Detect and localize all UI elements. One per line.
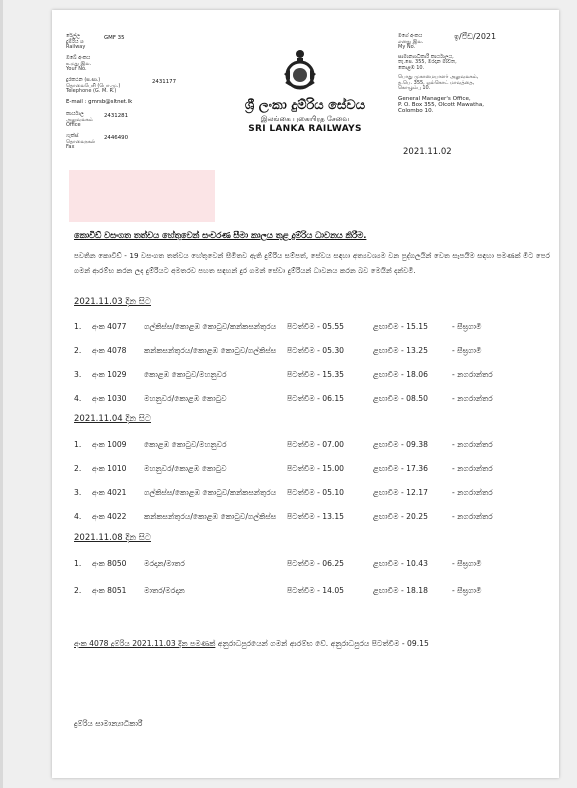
departure-time: පිටත්වීම - 07.00: [287, 440, 344, 449]
email-address: E-mail : gmrsb@sltnet.lk: [66, 99, 133, 105]
note-text: අනුරාධපුරයෙන් ගමන් ආරම්භ වේ. අනුරාධපුරය පිටත්වීම - 09.15: [215, 639, 429, 648]
arrival-time: ළඟාවීම - 18.18: [373, 586, 428, 595]
letterhead-value: 2431281: [104, 113, 129, 119]
document-page: [52, 10, 559, 778]
letterhead-value: 2446490: [104, 135, 129, 141]
reference-number: ඉ/ඵීඩ/2021: [454, 32, 497, 41]
train-route: මාතර/මරදාන: [144, 586, 185, 595]
letter-paragraph: පවතින කොවිඩ් - 19 වසංගත තත්වය හේතුවෙන් සීමිතව ඇති දුම්රිය සම්පත්, සේවය සඳහා අත්‍යවශ්‍යම වන පුද්ගලයින් වෙත සැපයීම සඳහා පමණක් මීට පෙර ගමන් ආරම්භ කරන ලද දුම්රියට අමතරව පහත සඳහන් දුර ගමන් සේවා දුම්රියන් ධාවනය කරන බව මෙයින් දන්වමි.: [74, 251, 550, 275]
train-number: අංක 4077: [92, 322, 127, 331]
train-route: කන්කසන්තුරය/කොළඹ කොටුව/ගල්කිස්ස: [144, 346, 277, 355]
departure-time: පිටත්වීම - 14.05: [287, 586, 344, 595]
train-number: අංක 1009: [92, 440, 127, 449]
train-number: අංක 1030: [92, 394, 127, 403]
row-number: 3.: [74, 370, 82, 379]
train-type: - නගරාන්තර: [452, 394, 493, 403]
arrival-time: ළඟාවීම - 09.38: [373, 440, 428, 449]
my-no-label: මගේ අංකය எனது இல. My No.: [398, 33, 424, 50]
train-type: - සීඝ්‍රගාමී: [452, 322, 482, 331]
train-type: - නගරාන්තර: [452, 512, 493, 521]
departure-time: පිටත්වීම - 05.55: [287, 322, 344, 331]
viewer-edge: [0, 0, 3, 788]
arrival-time: ළඟාවීම - 10.43: [373, 559, 428, 568]
row-number: 3.: [74, 488, 82, 497]
arrival-time: ළඟාවීම - 17.36: [373, 464, 428, 473]
section-date: 2021.11.04 දින සිට: [74, 414, 151, 424]
departure-time: පිටත්වීම - 05.30: [287, 346, 344, 355]
arrival-time: ළඟාවීම - 08.50: [373, 394, 428, 403]
train-route: මහනුවර/කොළඹ කොටුව: [144, 464, 227, 473]
letter-date: 2021.11.02: [403, 147, 452, 157]
train-type: - සීඝ්‍රගාමී: [452, 346, 482, 355]
train-route: මරදාන/මාතර: [144, 559, 185, 568]
letterhead-row-railway: [66, 34, 256, 56]
letterhead-row-fax: [66, 134, 256, 156]
departure-time: පිටත්වීම - 15.35: [287, 370, 344, 379]
train-route: කොළඹ කොටුව/මහනුවර: [144, 370, 227, 379]
row-number: 2.: [74, 464, 82, 473]
letterhead-value: GMF 35: [104, 35, 125, 41]
train-route: කන්කසන්තුරය/කොළඹ කොටුව/ගල්කිස්ස: [144, 512, 277, 521]
train-route: ගල්කිස්ස/කොළඹ කොටුව/කන්කසන්තුරය: [144, 322, 277, 331]
train-type: - නගරාන්තර: [452, 370, 493, 379]
letterhead-title-tamil: இலங்கை புகையிரத சேவை: [260, 115, 350, 123]
railway-crest-icon: [280, 44, 320, 94]
row-number: 2.: [74, 346, 82, 355]
train-route: කොළඹ කොටුව/මහනුවර: [144, 440, 227, 449]
redacted-area: [69, 170, 215, 222]
departure-time: පිටත්වීම - 06.15: [287, 394, 344, 403]
letterhead-label: ඔබේ අංකය உமது இல. Your No.: [66, 55, 92, 72]
letterhead-title-sinhala: ශ්‍රී ලංකා දුම්රිය සේවය: [244, 98, 366, 113]
train-number: අංක 1029: [92, 370, 127, 379]
train-number: අංක 8051: [92, 586, 127, 595]
note-underlined: අංක 4078 දුම්රිය 2021.11.03 දින පමණක්: [74, 639, 216, 648]
departure-time: පිටත්වීම - 13.15: [287, 512, 344, 521]
letterhead-row-telephone: [66, 78, 256, 100]
section-date: 2021.11.08 දින සිට: [74, 533, 151, 543]
letterhead-label: ෆැක්ස් தொலைநகல் Fax: [66, 133, 96, 150]
train-number: අංක 8050: [92, 559, 127, 568]
row-number: 1.: [74, 440, 82, 449]
section-date: 2021.11.03 දින සිට: [74, 297, 151, 307]
train-type: - නගරාන්තර: [452, 440, 493, 449]
train-number: අංක 4078: [92, 346, 127, 355]
train-route: මහනුවර/කොළඹ කොටුව: [144, 394, 227, 403]
train-type: - නගරාන්තර: [452, 488, 493, 497]
train-type: - නගරාන්තර: [452, 464, 493, 473]
address-english: General Manager's Office, P. O. Box 355, Olcott Mawatha, Colombo 10.: [398, 95, 485, 115]
train-number: අංක 4021: [92, 488, 127, 497]
letterhead-title-english: SRI LANKA RAILWAYS: [248, 124, 362, 134]
special-note: [74, 639, 549, 649]
arrival-time: ළඟාවීම - 15.15: [373, 322, 428, 331]
train-number: අංක 4022: [92, 512, 127, 521]
departure-time: පිටත්වීම - 05.10: [287, 488, 344, 497]
row-number: 1.: [74, 322, 82, 331]
letterhead-label: රේල්ල දුම්රිය ශ Railway: [66, 33, 86, 50]
row-number: 1.: [74, 559, 82, 568]
row-number: 4.: [74, 512, 82, 521]
letterhead-row-your-no: [66, 56, 256, 78]
departure-time: පිටත්වීම - 15.00: [287, 464, 344, 473]
address-tamil: பொது முகாமையாளர் அலுவலகம், த.பெ. 355, ஒல்கொட் மாவத்தை, கொழும்பு 10.: [398, 74, 479, 91]
arrival-time: ළඟාවීම - 12.17: [373, 488, 428, 497]
row-number: 4.: [74, 394, 82, 403]
letterhead-label: දුරකථන (ස.සා.) தொலைபேசி (பொ.மு.) Telephone (G. M. R.): [66, 77, 121, 94]
arrival-time: ළඟාවීම - 18.06: [373, 370, 428, 379]
letterhead-contact-block: [66, 34, 256, 156]
train-type: - සීඝ්‍රගාමී: [452, 586, 482, 595]
train-number: අංක 1010: [92, 464, 127, 473]
letterhead-address-block: [398, 34, 548, 119]
arrival-time: ළඟාවීම - 13.25: [373, 346, 428, 355]
departure-time: පිටත්වීම - 06.25: [287, 559, 344, 568]
train-type: - සීඝ්‍රගාමී: [452, 559, 482, 568]
letterhead-label: කාර්යාල அலுவலகம் Office: [66, 111, 93, 128]
letter-subject: කොවිඩ් වසංගත තත්වය හේතුවෙන් සංචරණ සීමා කාලය තුළ දුම්රිය ධාවනය කිරීම.: [74, 230, 367, 240]
row-number: 2.: [74, 586, 82, 595]
address-sinhala: සාමාන්‍යාධිකාරී කාර්යාලය, තැ.පෙ. 355, මරදාන මාවත, කොළඹ 10.: [398, 53, 457, 71]
signoff: දුම්රිය සාමාන්‍යාධිකාරී: [74, 719, 143, 728]
letterhead-value: 2431177: [152, 79, 177, 85]
arrival-time: ළඟාවීම - 20.25: [373, 512, 428, 521]
train-route: ගල්කිස්ස/කොළඹ කොටුව/කන්කසන්තුරය: [144, 488, 277, 497]
